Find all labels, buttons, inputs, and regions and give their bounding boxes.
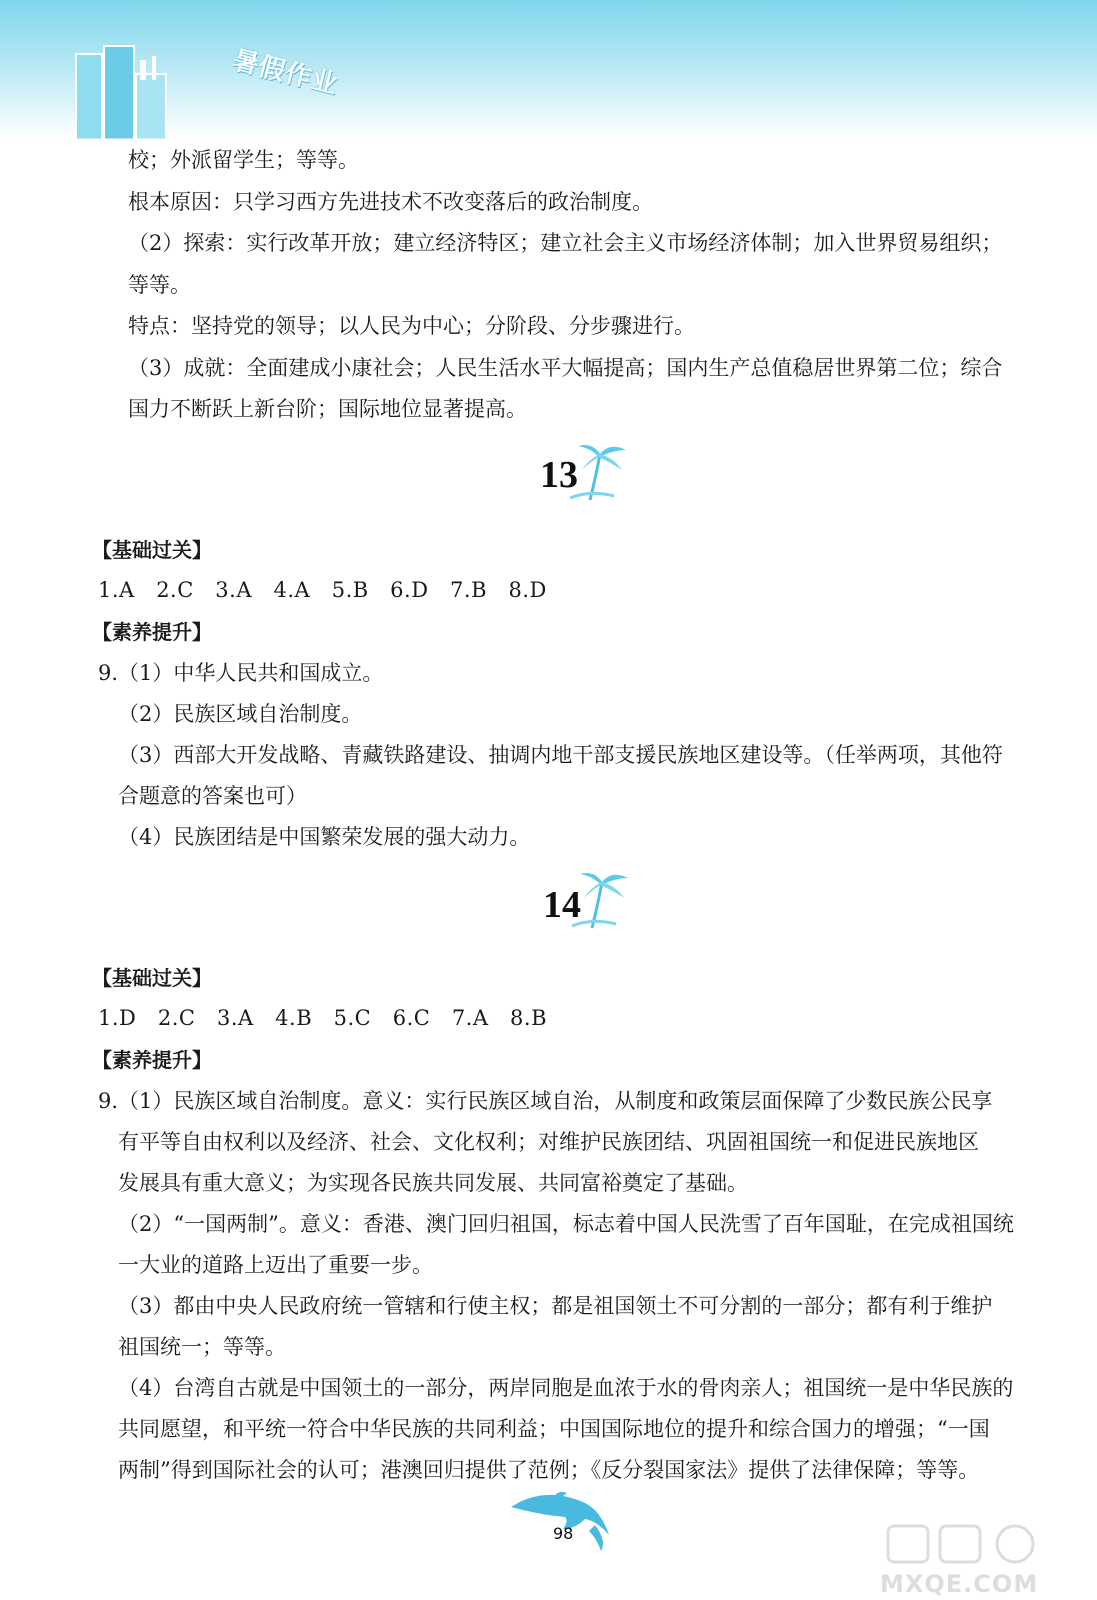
watermark xyxy=(880,1520,1080,1600)
dolphin-icon xyxy=(505,1485,615,1555)
answer-line-14: 共同愿望，和平统一符合中华民族的共同利益；中国国际地位的提升和综合国力的增强；“一国 xyxy=(118,1417,990,1441)
answer-line-14: 两制”得到国际社会的认可；港澳回归提供了范例；《反分裂国家法》提供了法律保障；等等。 xyxy=(118,1458,980,1482)
palm-tree-icon xyxy=(572,868,632,930)
intro-line: 国力不断跃上新台阶；国际地位显著提高。 xyxy=(128,397,527,421)
answer-line-13: （3）西部大开发战略、青藏铁路建设、抽调内地干部支援民族地区建设等。（任举两项，其他符 xyxy=(118,743,1003,767)
header-logo: 暑假作业 xyxy=(229,45,342,101)
intro-line: 特点：坚持党的领导；以人民为中心；分阶段、分步骤进行。 xyxy=(128,314,695,338)
intro-line: （2）探索：实行改革开放；建立经济特区；建立社会主义市场经济体制；加入世界贸易组织； xyxy=(128,231,1003,255)
answer-line-14: 祖国统一；等等。 xyxy=(118,1335,286,1359)
basic-heading-14: 【基础过关】 xyxy=(92,966,212,990)
section-number-14: 14 xyxy=(543,884,581,926)
intro-line: 等等。 xyxy=(128,273,191,297)
basic-heading-13: 【基础过关】 xyxy=(92,538,212,562)
books-illustration-icon xyxy=(70,40,180,150)
intro-line: 校；外派留学生；等等。 xyxy=(128,148,359,172)
answer-line-13: 9.（1）中华人民共和国成立。 xyxy=(98,661,384,685)
answer-line-14: （2）“一国两制”。意义：香港、澳门回归祖国，标志着中国人民洗雪了百年国耻，在完成祖国统 xyxy=(118,1212,1014,1236)
watermark-logo-icon xyxy=(880,1520,1080,1570)
answer-line-13: 合题意的答案也可） xyxy=(118,784,307,808)
basic-answers-13: 1.A 2.C 3.A 4.A 5.B 6.D 7.B 8.D xyxy=(98,578,547,602)
advanced-heading-14: 【素养提升】 xyxy=(92,1048,212,1072)
answer-line-14: （4）台湾自古就是中国领土的一部分，两岸同胞是血浓于水的骨肉亲人；祖国统一是中华民族的 xyxy=(118,1376,1014,1400)
watermark-text: MXQE.COM xyxy=(880,1570,1039,1598)
answer-line-14: 有平等自由权利以及经济、社会、文化权利；对维护民族团结、巩固祖国统一和促进民族地区 xyxy=(118,1130,979,1154)
answer-line-13: （2）民族区域自治制度。 xyxy=(118,702,363,726)
intro-line: 根本原因：只学习西方先进技术不改变落后的政治制度。 xyxy=(128,190,653,214)
answer-line-14: （3）都由中央人民政府统一管辖和行使主权；都是祖国领土不可分割的一部分；都有利于维护 xyxy=(118,1294,993,1318)
answer-line-14: 9.（1）民族区域自治制度。意义：实行民族区域自治，从制度和政策层面保障了少数民族公民享 xyxy=(98,1089,993,1113)
intro-line: （3）成就：全面建成小康社会；人民生活水平大幅提高；国内生产总值稳居世界第二位；综合 xyxy=(128,356,1003,380)
answer-line-14: 一大业的道路上迈出了重要一步。 xyxy=(118,1253,433,1277)
answer-line-13: （4）民族团结是中国繁荣发展的强大动力。 xyxy=(118,825,531,849)
advanced-heading-13: 【素养提升】 xyxy=(92,620,212,644)
basic-answers-14: 1.D 2.C 3.A 4.B 5.C 6.C 7.A 8.B xyxy=(98,1006,548,1030)
palm-tree-icon xyxy=(570,440,630,502)
answer-line-14: 发展具有重大意义；为实现各民族共同发展、共同富裕奠定了基础。 xyxy=(118,1171,748,1195)
page-number: 98 xyxy=(553,1524,574,1543)
section-number-13: 13 xyxy=(540,454,578,496)
